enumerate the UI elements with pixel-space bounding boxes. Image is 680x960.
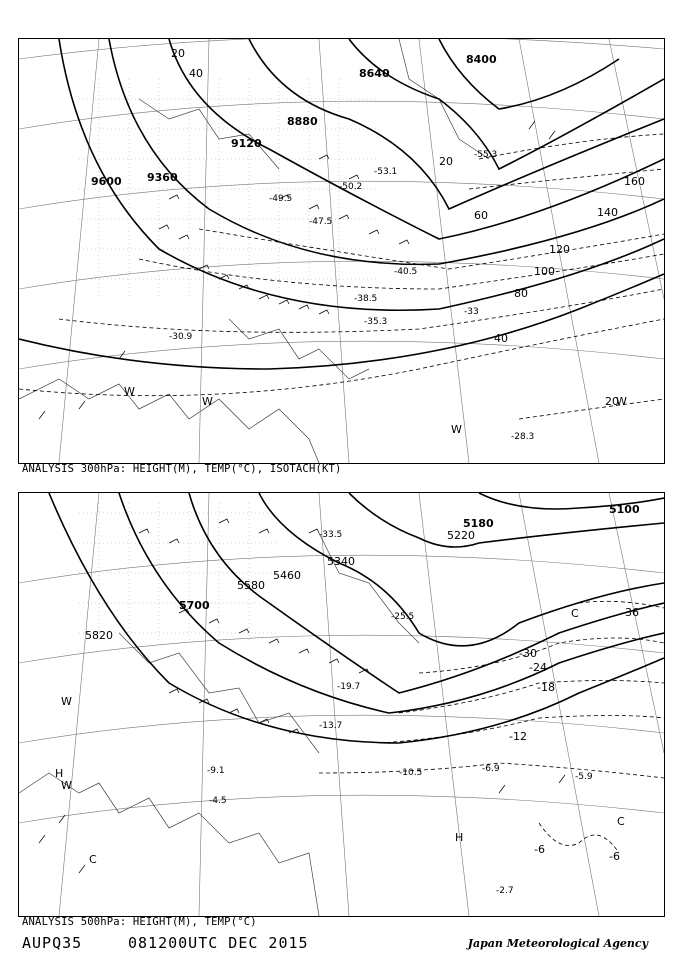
isotherm-label: -12 [509,730,527,743]
isotach-label: 80 [514,287,528,300]
chart-code: AUPQ35 [22,934,83,952]
cold-center-marker: C [89,853,97,866]
analysis-time: 081200UTC DEC 2015 [128,934,309,952]
caption-300hpa: ANALYSIS 300hPa: HEIGHT(M), TEMP(°C), ISOTACH(KT) [22,463,342,475]
height-label: 5180 [463,517,494,530]
temp-label: -50.2 [339,182,363,192]
height-label: 5340 [327,555,355,568]
isotherm-label: -6 [534,843,545,856]
warm-center-marker: W [61,695,72,708]
agency-name: Japan Meteorological Agency [467,937,648,950]
isotach-label: 100 [534,265,555,278]
isotach-label: 140 [597,206,618,219]
isotach-label: 160 [624,175,645,188]
height-label: 5460 [273,569,301,582]
isotach-label: 20 [439,155,453,168]
temp-label: -30.9 [169,332,193,342]
temp-label: -33.5 [319,530,343,540]
temp-label: -25.5 [391,612,415,622]
temp-label: -55.3 [474,150,498,160]
caption-500hpa: ANALYSIS 500hPa: HEIGHT(M), TEMP(°C) [22,916,257,928]
coastlines [19,39,489,463]
warm-center-marker: W [61,779,72,792]
temp-label: -10.5 [399,768,423,778]
cold-center-marker: C [571,607,579,620]
isotherm-label: -30 [519,647,537,660]
temp-label: -19.7 [337,682,361,692]
isotherm-label: -6 [609,850,620,863]
temp-label: -49.5 [269,194,293,204]
isotherm-label: -24 [529,661,547,674]
wind-max-marker: W [616,395,627,408]
height-label: 8880 [287,115,318,128]
data-grid [79,503,279,643]
map-300hpa [18,38,665,464]
isotherm-label: -18 [537,681,555,694]
height-label: 5700 [179,599,210,612]
isotach-label: 120 [549,243,570,256]
data-grid [79,79,379,299]
temp-label: -6.9 [482,764,500,774]
map-500hpa-canvas [19,493,664,916]
isotach-label: 40 [494,332,508,345]
high-center-marker: H [55,767,64,780]
height-label: 5220 [447,529,475,542]
isotach-label: 40 [189,67,203,80]
temp-label: -38.5 [354,294,378,304]
coastlines [19,533,419,916]
height-label: 9120 [231,137,262,150]
temp-label: -33 [464,307,479,317]
temp-label: -47.5 [309,217,333,227]
wind-barbs [39,519,565,873]
temp-label: -9.1 [207,766,225,776]
temp-label: -5.9 [575,772,593,782]
temp-label: -2.7 [496,886,514,896]
isotach-label: 60 [474,209,488,222]
temp-label: -4.5 [209,796,227,806]
height-contours [19,39,664,369]
height-label: 8400 [466,53,497,66]
height-label: 9600 [91,175,122,188]
height-label: 5580 [237,579,265,592]
height-label: 5100 [609,503,640,516]
isotach-label: 20 [605,395,619,408]
height-label: 8640 [359,67,390,80]
temp-label: -35.3 [364,317,388,327]
map-300hpa-canvas [19,39,664,463]
wind-max-marker: W [202,395,213,408]
wind-max-marker: W [124,385,135,398]
high-center-marker: H [455,831,464,844]
temp-label: -28.3 [511,432,535,442]
map-500hpa [18,492,665,917]
temp-label: -13.7 [319,721,343,731]
height-label: 5820 [85,629,113,642]
temp-label: -53.1 [374,167,398,177]
isotherm-label: -36 [621,606,639,619]
height-label: 9360 [147,171,178,184]
temp-label: -40.5 [394,267,418,277]
wind-barbs [39,121,555,419]
isotach-label: 20 [171,47,185,60]
wind-max-marker: W [451,423,462,436]
cold-center-marker: C [617,815,625,828]
